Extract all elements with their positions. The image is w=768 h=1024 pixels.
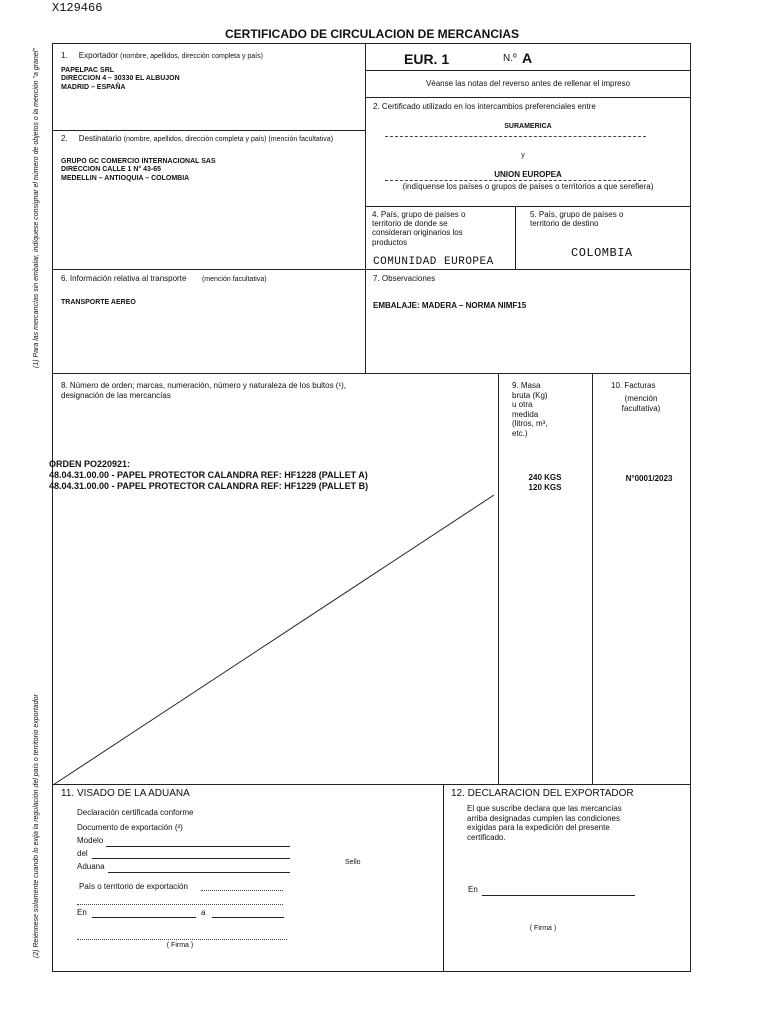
box2-conjunction: y (521, 152, 525, 159)
destination-value: COLOMBIA (571, 246, 633, 260)
box10-hint: (mención facultativa) (621, 394, 661, 413)
box2-label: 2. Certificado utilizado en los intercambios preferenciales entre (373, 102, 596, 111)
goods-line: ORDEN PO220921: (49, 459, 131, 469)
mass-value: 240 KGS (528, 473, 562, 482)
region2-value: UNION EUROPEA (494, 170, 562, 179)
eur1-number-value: A (522, 50, 533, 66)
del-label: del (77, 849, 88, 858)
box1-number: 1. (61, 51, 68, 60)
document-title: CERTIFICADO DE CIRCULACION DE MERCANCIAS (225, 27, 519, 41)
box12-label: 12. DECLARACION DEL EXPORTADOR (451, 788, 634, 799)
eur1-label: EUR. 1 (404, 51, 450, 67)
aduana-label: Aduana (77, 862, 105, 871)
exporter-declaration-text: El que suscribe declara que las mercancías arriba designadas cumplen las condiciones exigidas para la expedición del presente certificado. (467, 804, 622, 842)
en-label: En (77, 908, 87, 917)
origin-value: COMUNIDAD EUROPEA (373, 256, 494, 268)
a-label: a (201, 908, 206, 917)
sello-label: Sello (345, 859, 361, 866)
box5-label: 5. País, grupo de países o territorio de destino (530, 210, 624, 229)
box11-export-document: Documento de exportación (²) (77, 823, 183, 832)
export-country-label: País o territorio de exportación (79, 882, 188, 891)
exporter-value: PAPELPAC SRL DIRECCION 4 – 30330 EL ALBUJON MADRID – ESPAÑA (61, 67, 180, 91)
box1-title: Exportador (78, 51, 118, 60)
box3-hint: (nombre, apellidos, dirección completa y país) (mención facultativa) (123, 136, 334, 143)
en-place-field[interactable] (92, 917, 196, 918)
modelo-field[interactable] (106, 846, 290, 847)
box9-label: 9. Masa bruta (Kg) u otra medida (litros, m³, etc.) (512, 381, 548, 438)
mass-value: 120 KGS (528, 483, 562, 492)
box4-label: 4. País, grupo de países o territorio de donde se consideran originarios los productos (372, 210, 466, 247)
box2-hint: (indíquense los países o grupos de países o territorios a que serefiera) (402, 182, 654, 191)
side-note-2: (2) Reiénnese solamente cuando lo exija la regulación del país o territorio exportador (33, 694, 40, 958)
en-date-field[interactable] (212, 917, 284, 918)
box3-number: 2. (61, 134, 68, 143)
export-country-field-2[interactable] (77, 904, 283, 905)
observations-value: EMBALAJE: MADERA – NORMA NIMF15 (373, 301, 527, 310)
box1-hint: (nombre, apellidos, dirección completa y país) (120, 53, 263, 60)
box11-label: 11. VISADO DE LA ADUANA (61, 788, 190, 799)
transport-value: TRANSPORTE AEREO (61, 299, 136, 306)
box3-title: Destinatario (78, 134, 122, 143)
box11-declaration: Declaración certificada conforme (77, 808, 194, 817)
customs-signature-field[interactable] (77, 939, 287, 940)
box6-title: 6. Información relativa al transporte (61, 274, 187, 283)
box7-label: 7. Observaciones (373, 274, 436, 283)
box12-signature-label: ( Firma ) (529, 925, 557, 932)
box11-signature-label: ( Firma ) (166, 942, 194, 949)
cancel-diagonal-line (52, 494, 496, 786)
box1-label (61, 51, 263, 60)
modelo-label: Modelo (77, 836, 104, 845)
goods-line: 48.04.31.00.00 - PAPEL PROTECTOR CALANDRA REF: HF1228 (PALLET A) (49, 469, 368, 480)
box6-label (61, 274, 267, 283)
box8-label: 8. Número de orden; marcas, numeración, número y naturaleza de los bultos (¹), designación de las mercancías (61, 381, 347, 400)
invoice-value: N°0001/2023 (625, 474, 673, 483)
box10-label: 10. Facturas (611, 381, 656, 390)
box3-label (61, 134, 333, 143)
del-field[interactable] (92, 858, 290, 859)
aduana-field[interactable] (108, 872, 290, 873)
side-note-1: (1) Para las mercancías sin embalar, indíquese consignar el número de objetos o la mención "a granel" (33, 48, 40, 368)
box6-hint: (mención facultativa) (201, 276, 267, 283)
goods-line: 48.04.31.00.00 - PAPEL PROTECTOR CALANDRA REF: HF1229 (PALLET B) (49, 480, 369, 491)
box12-en-label: En (468, 885, 478, 894)
export-country-field[interactable] (201, 890, 283, 891)
box12-place-date-field[interactable] (482, 895, 635, 896)
mass-values (498, 473, 592, 493)
goods-description (49, 459, 368, 491)
document-code: X129466 (52, 1, 103, 15)
consignee-value: GRUPO GC COMERCIO INTERNACIONAL SAS DIRECCION CALLE 1 N° 43-65 MEDELLIN – ANTIOQUIA – COLOMBIA (61, 158, 216, 182)
reverse-notes-text: Véanse las notas del reverso antes de rellenar el impreso (425, 79, 631, 88)
region1-value: SURAMERICA (504, 123, 552, 130)
eur1-number-label: N.º (503, 53, 517, 64)
